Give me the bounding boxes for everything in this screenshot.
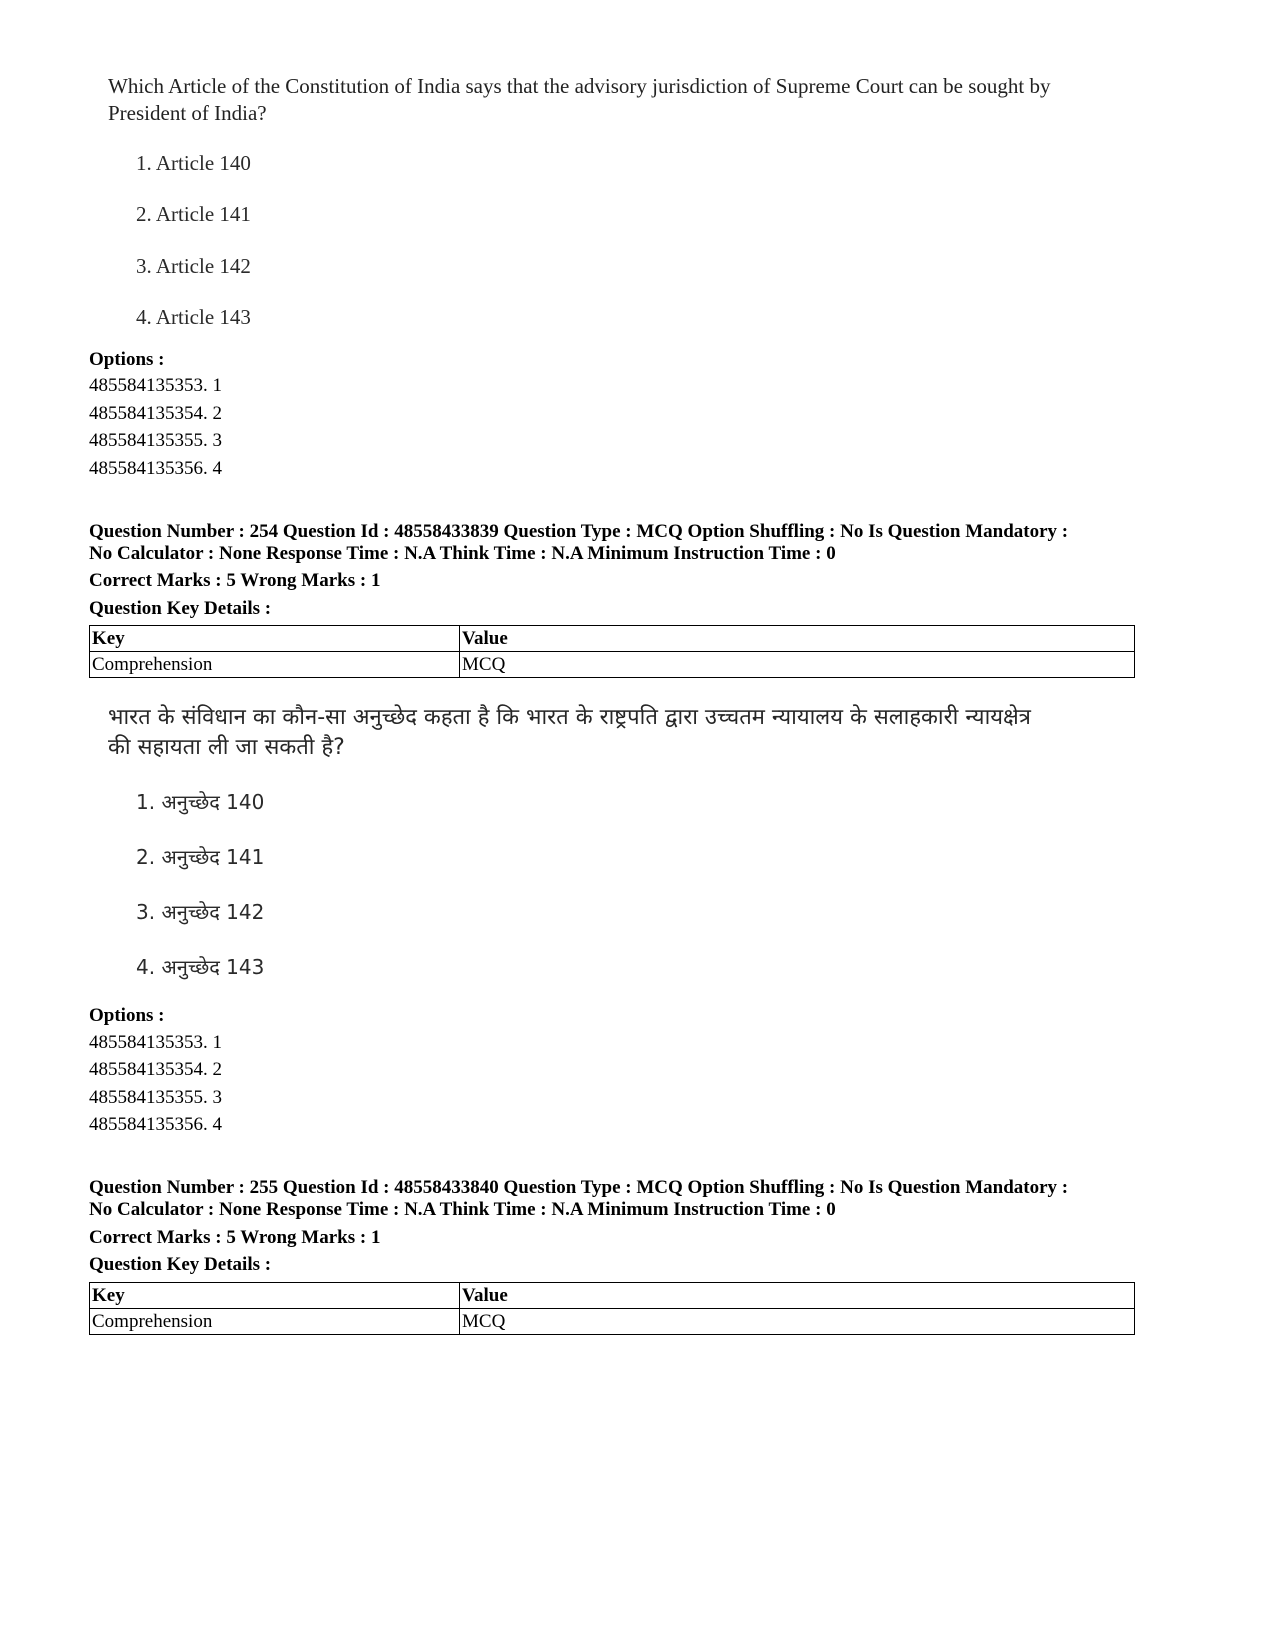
question-text-hindi: की सहायता ली जा सकती है? [108, 735, 345, 760]
table-header-row [90, 626, 1135, 652]
options-label: Options : [89, 1005, 165, 1026]
option-id: 485584135353. 1 [89, 1032, 222, 1053]
question-meta: No Calculator : None Response Time : N.A Think Time : N.A Minimum Instruction Time : 0 [89, 1199, 836, 1220]
option-id: 485584135354. 2 [89, 1059, 222, 1080]
key-details-table [89, 1282, 1135, 1335]
table-cell-key: Comprehension [90, 1309, 460, 1335]
key-details-label: Question Key Details : [89, 1254, 272, 1275]
table-header-row [90, 1283, 1135, 1309]
choice-item: 2. अनुच्छेद 141 [136, 845, 265, 869]
choice-item: 4. Article 143 [136, 305, 251, 329]
marks-line: Correct Marks : 5 Wrong Marks : 1 [89, 1227, 381, 1248]
option-id: 485584135356. 4 [89, 1114, 222, 1135]
choice-item: 1. अनुच्छेद 140 [136, 790, 265, 814]
table-header-value: Value [460, 626, 1135, 652]
option-id: 485584135356. 4 [89, 458, 222, 479]
table-cell-value: MCQ [460, 652, 1135, 678]
option-id: 485584135355. 3 [89, 430, 222, 451]
marks-line: Correct Marks : 5 Wrong Marks : 1 [89, 570, 381, 591]
key-details-table [89, 625, 1135, 678]
option-id: 485584135355. 3 [89, 1087, 222, 1108]
table-cell-value: MCQ [460, 1309, 1135, 1335]
table-header-key: Key [90, 626, 460, 652]
choice-item: 2. Article 141 [136, 202, 251, 226]
question-text: Which Article of the Constitution of India says that the advisory jurisdiction of Supreme Court can be sought by President of India? [108, 74, 1051, 125]
question-meta: Question Number : 254 Question Id : 48558433839 Question Type : MCQ Option Shuffling : No Is Question Mandatory : [89, 521, 1069, 542]
choice-item: 3. अनुच्छेद 142 [136, 900, 265, 924]
choice-item: 1. Article 140 [136, 151, 251, 175]
key-details-label: Question Key Details : [89, 598, 272, 619]
table-cell-key: Comprehension [90, 652, 460, 678]
question-meta: Question Number : 255 Question Id : 48558433840 Question Type : MCQ Option Shuffling : No Is Question Mandatory : [89, 1177, 1069, 1198]
options-label: Options : [89, 349, 165, 370]
option-id: 485584135354. 2 [89, 403, 222, 424]
table-row [90, 1309, 1135, 1335]
choice-item: 4. अनुच्छेद 143 [136, 955, 265, 979]
option-id: 485584135353. 1 [89, 375, 222, 396]
question-meta: No Calculator : None Response Time : N.A Think Time : N.A Minimum Instruction Time : 0 [89, 543, 836, 564]
table-header-value: Value [460, 1283, 1135, 1309]
choice-item: 3. Article 142 [136, 254, 251, 278]
question-text-hindi: भारत के संविधान का कौन-सा अनुच्छेद कहता है कि भारत के राष्ट्रपति द्वारा उच्चतम न्यायालय के सलाहकारी न्यायक्षेत्र [108, 705, 1031, 730]
table-row [90, 652, 1135, 678]
table-header-key: Key [90, 1283, 460, 1309]
